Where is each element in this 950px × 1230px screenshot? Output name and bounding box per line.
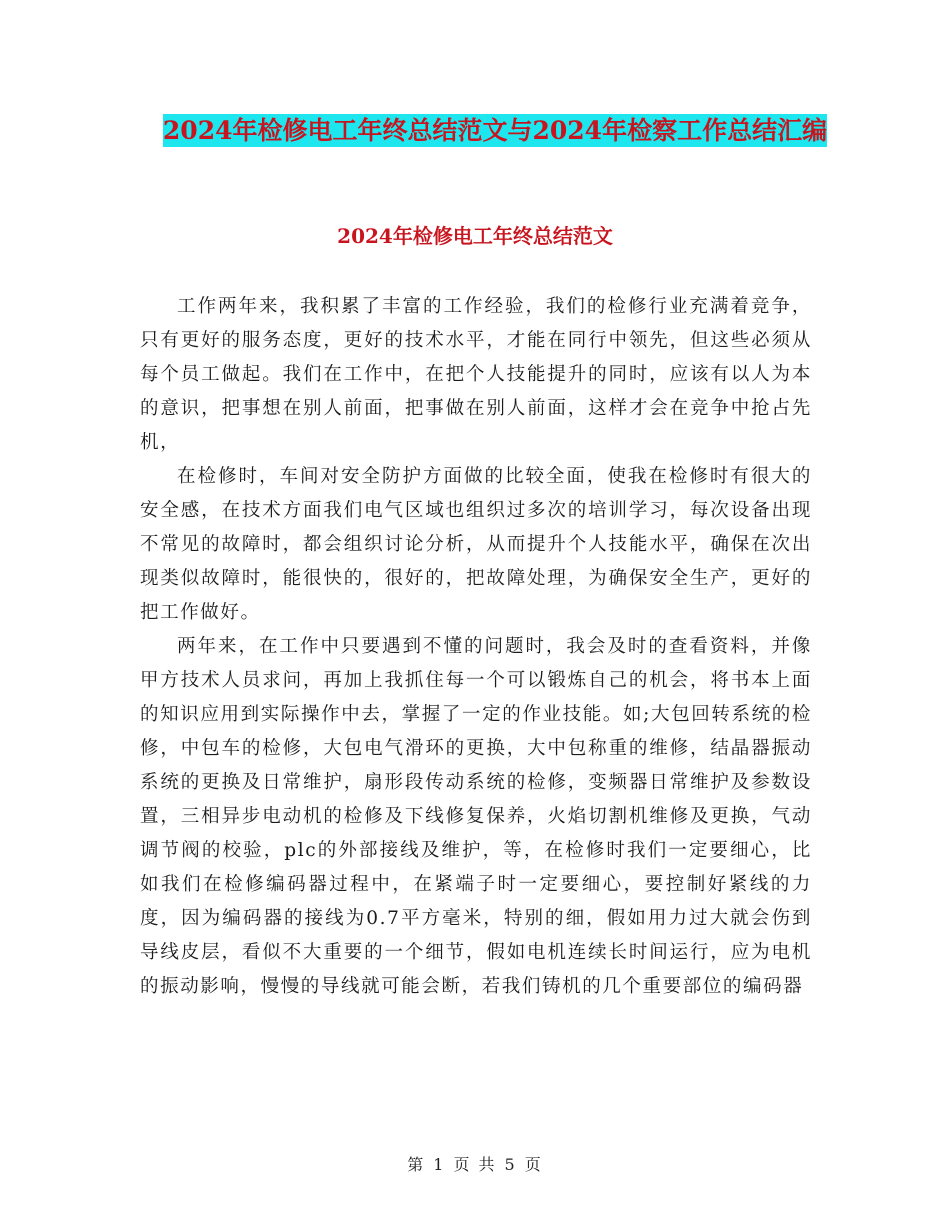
- footer-total-pages: 5: [504, 1155, 517, 1174]
- paragraph: 在检修时，车间对安全防护方面做的比较全面，使我在检修时有很大的安全感，在技术方面我们电气区域也组织过多次的培训学习，每次设备出现不常见的故障时，都会组织讨论分析，从而提升个人技能水平，确保在次出现类似故障时，能很快的，很好的，把故障处理，为确保安全生产，更好的把工作做好。: [140, 466, 812, 623]
- footer-suffix: 页: [524, 1155, 543, 1174]
- document-body: [140, 290, 812, 1004]
- footer-prefix: 第: [407, 1155, 426, 1174]
- paragraph: 工作两年来，我积累了丰富的工作经验，我们的检修行业充满着竞争，只有更好的服务态度，更好的技术水平，才能在同行中领先，但这些必须从每个员工做起。我们在工作中，在把个人技能提升的同时，应该有以人为本的意识，把事想在别人前面，把事做在别人前面，这样才会在竞争中抢占先机，: [140, 296, 812, 453]
- document-title: [140, 108, 850, 154]
- paragraph: 两年来，在工作中只要遇到不懂的问题时，我会及时的查看资料，并像甲方技术人员求问，再加上我抓住每一个可以锻炼自己的机会，将书本上面的知识应用到实际操作中去，掌握了一定的作业技能。如;大包回转系统的检修，中包车的检修，大包电气滑环的更换，大中包称重的维修，结晶器振动系统的更换及日常维护，扇形段传动系统的检修，变频器日常维护及参数设置，三相异步电动机的检修及下线修复保养，火焰切割机维修及更换，气动调节阀的校验，plc的外部接线及维护，等，在检修时我们一定要细心，比如我们在检修编码器过程中，在紧端子时一定要细心，要控制好紧线的力度，因为编码器的接线为0.7平方毫米，特别的细，假如用力过大就会伤到导线皮层，看似不大重要的一个细节，假如电机连续长时间运行，应为电机的振动影响，慢慢的导线就可能会断，若我们铸机的几个重要部位的编码器: [140, 636, 812, 997]
- footer-middle: 页 共: [453, 1155, 497, 1174]
- document-title-text: 2024年检修电工年终总结范文与2024年检察工作总结汇编: [162, 116, 828, 145]
- section-title: 2024年检修电工年终总结范文: [337, 224, 613, 248]
- footer-current-page: 1: [433, 1155, 446, 1174]
- page-footer: [0, 1152, 950, 1175]
